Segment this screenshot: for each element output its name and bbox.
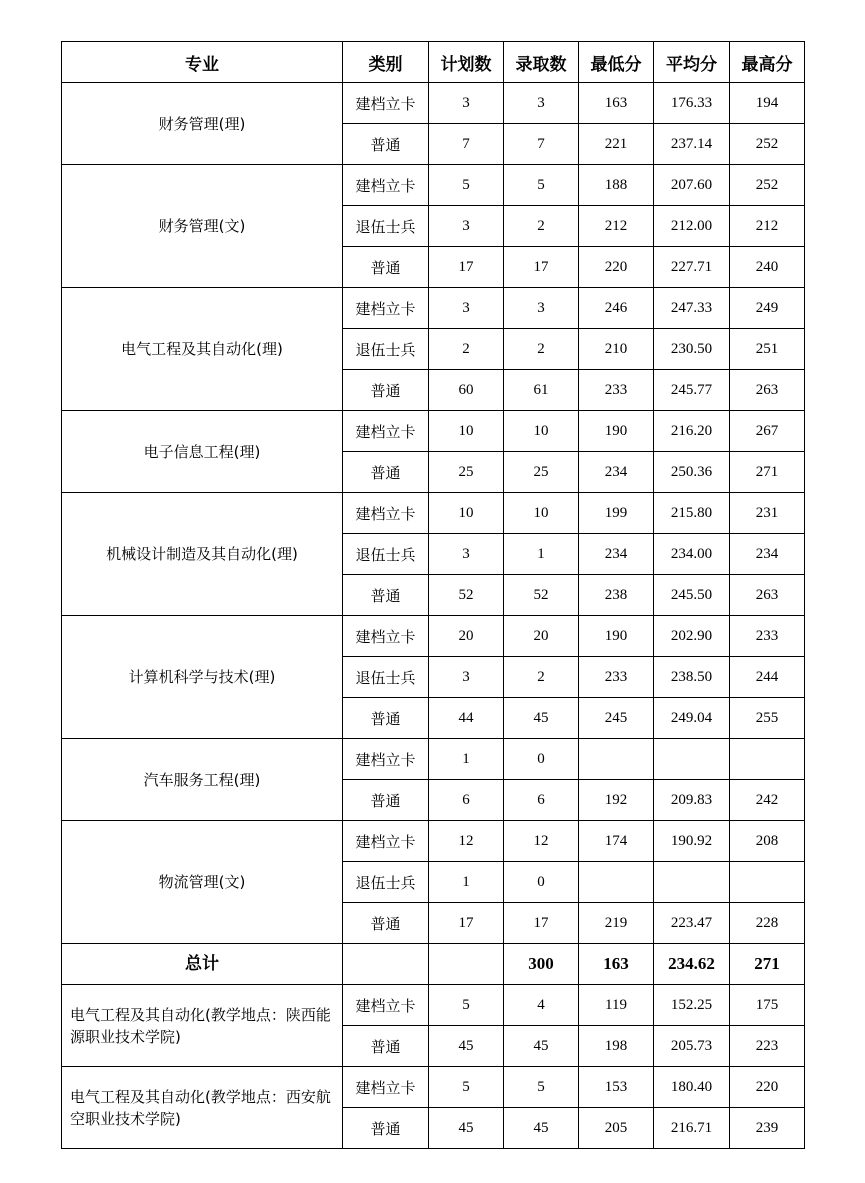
avg-score-cell <box>654 862 730 903</box>
admission-table <box>61 41 805 1149</box>
min-score-cell: 219 <box>579 903 654 944</box>
category-cell: 退伍士兵 <box>343 657 429 698</box>
avg-score-cell: 223.47 <box>654 903 730 944</box>
plan-cell: 6 <box>429 780 504 821</box>
major-name: 财务管理(理) <box>62 83 343 165</box>
category-cell: 普通 <box>343 903 429 944</box>
admit-cell: 5 <box>504 1067 579 1108</box>
total-max: 271 <box>730 944 805 985</box>
min-score-cell: 210 <box>579 329 654 370</box>
plan-cell: 1 <box>429 862 504 903</box>
admit-cell: 25 <box>504 452 579 493</box>
plan-cell: 3 <box>429 534 504 575</box>
admit-cell: 20 <box>504 616 579 657</box>
plan-cell: 3 <box>429 288 504 329</box>
category-cell: 建档立卡 <box>343 83 429 124</box>
admit-cell: 2 <box>504 329 579 370</box>
avg-score-cell: 227.71 <box>654 247 730 288</box>
admit-cell: 3 <box>504 288 579 329</box>
avg-score-cell: 216.71 <box>654 1108 730 1149</box>
table-row <box>62 616 805 657</box>
avg-score-cell: 245.77 <box>654 370 730 411</box>
table-row <box>62 165 805 206</box>
plan-cell: 5 <box>429 985 504 1026</box>
table-row <box>62 493 805 534</box>
max-score-cell: 234 <box>730 534 805 575</box>
min-score-cell: 233 <box>579 657 654 698</box>
min-score-cell: 119 <box>579 985 654 1026</box>
major-name: 汽车服务工程(理) <box>62 739 343 821</box>
min-score-cell: 190 <box>579 616 654 657</box>
plan-cell: 12 <box>429 821 504 862</box>
header-admit: 录取数 <box>504 42 579 83</box>
min-score-cell: 245 <box>579 698 654 739</box>
plan-cell: 3 <box>429 206 504 247</box>
header-category: 类别 <box>343 42 429 83</box>
max-score-cell: 194 <box>730 83 805 124</box>
min-score-cell: 221 <box>579 124 654 165</box>
min-score-cell: 234 <box>579 452 654 493</box>
total-min: 163 <box>579 944 654 985</box>
min-score-cell <box>579 739 654 780</box>
admit-cell: 52 <box>504 575 579 616</box>
plan-cell: 10 <box>429 493 504 534</box>
plan-cell: 5 <box>429 165 504 206</box>
min-score-cell: 198 <box>579 1026 654 1067</box>
table-row <box>62 821 805 862</box>
admit-cell: 10 <box>504 411 579 452</box>
table-row <box>62 1067 805 1108</box>
category-cell: 普通 <box>343 370 429 411</box>
avg-score-cell: 207.60 <box>654 165 730 206</box>
plan-cell: 7 <box>429 124 504 165</box>
avg-score-cell: 238.50 <box>654 657 730 698</box>
table-row <box>62 288 805 329</box>
plan-cell: 3 <box>429 657 504 698</box>
max-score-cell: 175 <box>730 985 805 1026</box>
max-score-cell: 271 <box>730 452 805 493</box>
min-score-cell: 205 <box>579 1108 654 1149</box>
max-score-cell: 212 <box>730 206 805 247</box>
major-name: 电气工程及其自动化(教学地点：西安航空职业技术学院) <box>62 1067 343 1149</box>
min-score-cell <box>579 862 654 903</box>
plan-cell: 44 <box>429 698 504 739</box>
category-cell: 退伍士兵 <box>343 206 429 247</box>
avg-score-cell: 212.00 <box>654 206 730 247</box>
admit-cell: 45 <box>504 698 579 739</box>
plan-cell: 52 <box>429 575 504 616</box>
category-cell: 退伍士兵 <box>343 862 429 903</box>
max-score-cell: 233 <box>730 616 805 657</box>
min-score-cell: 234 <box>579 534 654 575</box>
max-score-cell: 220 <box>730 1067 805 1108</box>
header-max: 最高分 <box>730 42 805 83</box>
category-cell: 普通 <box>343 698 429 739</box>
category-cell: 普通 <box>343 780 429 821</box>
max-score-cell: 240 <box>730 247 805 288</box>
admit-cell: 7 <box>504 124 579 165</box>
total-category <box>343 944 429 985</box>
category-cell: 建档立卡 <box>343 411 429 452</box>
plan-cell: 17 <box>429 903 504 944</box>
admit-cell: 5 <box>504 165 579 206</box>
plan-cell: 60 <box>429 370 504 411</box>
plan-cell: 10 <box>429 411 504 452</box>
category-cell: 退伍士兵 <box>343 534 429 575</box>
admit-cell: 10 <box>504 493 579 534</box>
plan-cell: 17 <box>429 247 504 288</box>
avg-score-cell <box>654 739 730 780</box>
max-score-cell: 239 <box>730 1108 805 1149</box>
max-score-cell: 228 <box>730 903 805 944</box>
max-score-cell <box>730 862 805 903</box>
header-avg: 平均分 <box>654 42 730 83</box>
admit-cell: 4 <box>504 985 579 1026</box>
plan-cell: 45 <box>429 1026 504 1067</box>
header-row <box>62 42 805 83</box>
header-min: 最低分 <box>579 42 654 83</box>
category-cell: 建档立卡 <box>343 616 429 657</box>
plan-cell: 2 <box>429 329 504 370</box>
category-cell: 普通 <box>343 452 429 493</box>
avg-score-cell: 205.73 <box>654 1026 730 1067</box>
min-score-cell: 246 <box>579 288 654 329</box>
min-score-cell: 220 <box>579 247 654 288</box>
major-name: 机械设计制造及其自动化(理) <box>62 493 343 616</box>
max-score-cell: 208 <box>730 821 805 862</box>
plan-cell: 20 <box>429 616 504 657</box>
category-cell: 普通 <box>343 575 429 616</box>
avg-score-cell: 234.00 <box>654 534 730 575</box>
admit-cell: 12 <box>504 821 579 862</box>
avg-score-cell: 216.20 <box>654 411 730 452</box>
category-cell: 建档立卡 <box>343 821 429 862</box>
max-score-cell: 231 <box>730 493 805 534</box>
table-row <box>62 83 805 124</box>
max-score-cell: 249 <box>730 288 805 329</box>
table-row <box>62 739 805 780</box>
table-body <box>62 83 805 1149</box>
category-cell: 退伍士兵 <box>343 329 429 370</box>
min-score-cell: 199 <box>579 493 654 534</box>
avg-score-cell: 202.90 <box>654 616 730 657</box>
major-name: 财务管理(文) <box>62 165 343 288</box>
max-score-cell: 263 <box>730 575 805 616</box>
admit-cell: 45 <box>504 1108 579 1149</box>
admit-cell: 0 <box>504 739 579 780</box>
avg-score-cell: 230.50 <box>654 329 730 370</box>
avg-score-cell: 247.33 <box>654 288 730 329</box>
total-row <box>62 944 805 985</box>
header-major: 专业 <box>62 42 343 83</box>
major-name: 电气工程及其自动化(理) <box>62 288 343 411</box>
max-score-cell <box>730 739 805 780</box>
min-score-cell: 188 <box>579 165 654 206</box>
max-score-cell: 263 <box>730 370 805 411</box>
category-cell: 建档立卡 <box>343 739 429 780</box>
max-score-cell: 255 <box>730 698 805 739</box>
avg-score-cell: 176.33 <box>654 83 730 124</box>
max-score-cell: 242 <box>730 780 805 821</box>
avg-score-cell: 250.36 <box>654 452 730 493</box>
min-score-cell: 192 <box>579 780 654 821</box>
admit-cell: 61 <box>504 370 579 411</box>
plan-cell: 3 <box>429 83 504 124</box>
admit-cell: 3 <box>504 83 579 124</box>
admit-cell: 1 <box>504 534 579 575</box>
admit-cell: 6 <box>504 780 579 821</box>
admit-cell: 2 <box>504 206 579 247</box>
category-cell: 建档立卡 <box>343 493 429 534</box>
max-score-cell: 252 <box>730 165 805 206</box>
avg-score-cell: 180.40 <box>654 1067 730 1108</box>
admit-cell: 0 <box>504 862 579 903</box>
avg-score-cell: 215.80 <box>654 493 730 534</box>
plan-cell: 25 <box>429 452 504 493</box>
category-cell: 建档立卡 <box>343 288 429 329</box>
avg-score-cell: 152.25 <box>654 985 730 1026</box>
major-name: 电子信息工程(理) <box>62 411 343 493</box>
category-cell: 普通 <box>343 1026 429 1067</box>
major-name: 物流管理(文) <box>62 821 343 944</box>
category-cell: 普通 <box>343 124 429 165</box>
admit-cell: 17 <box>504 903 579 944</box>
admit-cell: 2 <box>504 657 579 698</box>
table-row <box>62 411 805 452</box>
min-score-cell: 212 <box>579 206 654 247</box>
min-score-cell: 238 <box>579 575 654 616</box>
min-score-cell: 190 <box>579 411 654 452</box>
min-score-cell: 163 <box>579 83 654 124</box>
category-cell: 普通 <box>343 1108 429 1149</box>
table-row <box>62 985 805 1026</box>
admit-cell: 17 <box>504 247 579 288</box>
max-score-cell: 251 <box>730 329 805 370</box>
admit-cell: 45 <box>504 1026 579 1067</box>
header-plan: 计划数 <box>429 42 504 83</box>
max-score-cell: 252 <box>730 124 805 165</box>
total-avg: 234.62 <box>654 944 730 985</box>
min-score-cell: 174 <box>579 821 654 862</box>
plan-cell: 5 <box>429 1067 504 1108</box>
major-name: 计算机科学与技术(理) <box>62 616 343 739</box>
plan-cell: 45 <box>429 1108 504 1149</box>
total-admit: 300 <box>504 944 579 985</box>
max-score-cell: 223 <box>730 1026 805 1067</box>
avg-score-cell: 237.14 <box>654 124 730 165</box>
major-name: 电气工程及其自动化(教学地点：陕西能源职业技术学院) <box>62 985 343 1067</box>
plan-cell: 1 <box>429 739 504 780</box>
min-score-cell: 153 <box>579 1067 654 1108</box>
min-score-cell: 233 <box>579 370 654 411</box>
category-cell: 普通 <box>343 247 429 288</box>
avg-score-cell: 190.92 <box>654 821 730 862</box>
total-plan <box>429 944 504 985</box>
category-cell: 建档立卡 <box>343 1067 429 1108</box>
max-score-cell: 244 <box>730 657 805 698</box>
category-cell: 建档立卡 <box>343 985 429 1026</box>
avg-score-cell: 245.50 <box>654 575 730 616</box>
max-score-cell: 267 <box>730 411 805 452</box>
avg-score-cell: 209.83 <box>654 780 730 821</box>
category-cell: 建档立卡 <box>343 165 429 206</box>
total-label: 总计 <box>62 944 343 985</box>
avg-score-cell: 249.04 <box>654 698 730 739</box>
